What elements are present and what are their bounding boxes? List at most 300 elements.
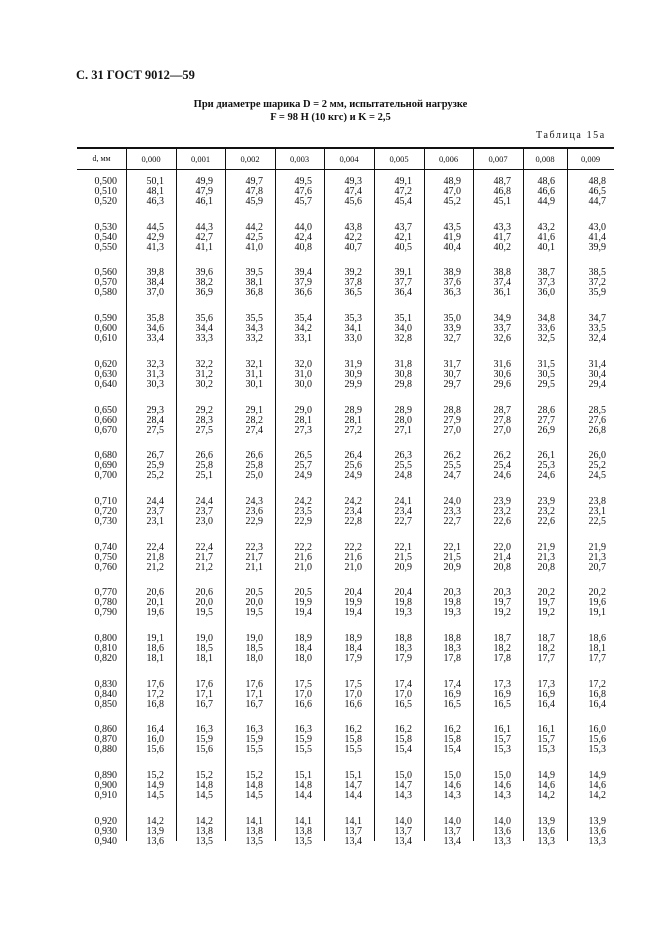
hardness-cell: 15,2 xyxy=(245,770,263,782)
hardness-cell: 20,5 xyxy=(294,587,312,599)
hardness-cell: 15,9 xyxy=(195,734,213,746)
table-row xyxy=(77,426,614,436)
hardness-cell: 30,3 xyxy=(146,378,164,390)
hardness-cell: 42,2 xyxy=(344,231,362,243)
hardness-cell: 24,9 xyxy=(344,470,362,482)
hardness-cell: 36,3 xyxy=(443,287,461,299)
hardness-cell: 14,6 xyxy=(493,780,511,792)
hardness-cell: 16,3 xyxy=(294,724,312,736)
hardness-cell: 20,8 xyxy=(537,561,555,573)
hardness-cell: 30,8 xyxy=(394,368,412,380)
hardness-cell: 13,8 xyxy=(195,825,213,837)
hardness-cell: 33,9 xyxy=(443,323,461,335)
hardness-cell: 19,3 xyxy=(443,607,461,619)
hardness-cell: 24,4 xyxy=(195,495,213,507)
header-column: 0,006 xyxy=(438,154,459,164)
diameter-cell: 0,640 xyxy=(94,378,117,390)
hardness-cell: 17,6 xyxy=(195,678,213,690)
hardness-cell: 19,2 xyxy=(493,607,511,619)
hardness-cell: 36,4 xyxy=(394,287,412,299)
hardness-cell: 26,6 xyxy=(245,450,263,462)
hardness-cell: 15,1 xyxy=(344,770,362,782)
hardness-cell: 25,8 xyxy=(245,460,263,472)
hardness-cell: 31,6 xyxy=(493,358,511,370)
hardness-cell: 30,4 xyxy=(588,368,606,380)
hardness-cell: 35,9 xyxy=(588,287,606,299)
hardness-cell: 22,1 xyxy=(394,541,412,553)
table-row xyxy=(77,406,614,416)
hardness-cell: 38,2 xyxy=(195,277,213,289)
hardness-cell: 18,1 xyxy=(195,653,213,664)
diameter-cell: 0,590 xyxy=(94,313,117,325)
hardness-cell: 40,5 xyxy=(394,241,412,253)
hardness-cell: 16,2 xyxy=(443,724,461,736)
hardness-cell: 48,9 xyxy=(443,176,461,187)
hardness-cell: 46,8 xyxy=(493,186,511,197)
hardness-cell: 44,7 xyxy=(588,196,606,207)
hardness-cell: 19,9 xyxy=(344,597,362,609)
hardness-cell: 16,3 xyxy=(195,724,213,736)
hardness-cell: 15,1 xyxy=(294,770,312,782)
hardness-cell: 18,7 xyxy=(493,633,511,644)
hardness-cell: 13,3 xyxy=(588,835,606,847)
hardness-cell: 13,4 xyxy=(394,835,412,847)
hardness-cell: 35,1 xyxy=(394,313,412,325)
hardness-cell: 42,4 xyxy=(294,231,312,243)
hardness-cell: 22,0 xyxy=(493,541,511,553)
diameter-cell: 0,620 xyxy=(94,358,117,370)
hardness-cell: 24,1 xyxy=(394,495,412,507)
diameter-cell: 0,920 xyxy=(94,815,117,827)
hardness-cell: 14,8 xyxy=(245,780,263,792)
hardness-cell: 20,1 xyxy=(146,597,164,609)
hardness-cell: 22,2 xyxy=(344,541,362,553)
table-row xyxy=(77,837,614,847)
hardness-cell: 14,2 xyxy=(588,790,606,802)
hardness-cell: 26,8 xyxy=(588,424,606,436)
hardness-cell: 19,1 xyxy=(588,607,606,619)
hardness-cell: 48,1 xyxy=(146,186,164,197)
hardness-cell: 29,8 xyxy=(394,378,412,390)
hardness-cell: 36,9 xyxy=(195,287,213,299)
hardness-cell: 17,0 xyxy=(294,688,312,700)
hardness-cell: 40,4 xyxy=(443,241,461,253)
hardness-cell: 37,2 xyxy=(588,277,606,289)
hardness-cell: 20,0 xyxy=(245,597,263,609)
row-group xyxy=(77,725,614,755)
hardness-cell: 38,5 xyxy=(588,267,606,279)
hardness-cell: 41,3 xyxy=(146,241,164,253)
hardness-cell: 35,4 xyxy=(294,313,312,325)
table-row xyxy=(77,197,614,207)
hardness-cell: 18,7 xyxy=(537,633,555,644)
hardness-cell: 18,4 xyxy=(344,643,362,654)
hardness-cell: 16,9 xyxy=(537,688,555,700)
hardness-table xyxy=(77,147,614,847)
hardness-cell: 44,5 xyxy=(146,221,164,233)
hardness-cell: 20,2 xyxy=(588,587,606,599)
hardness-cell: 28,0 xyxy=(394,414,412,426)
hardness-cell: 21,3 xyxy=(537,551,555,563)
hardness-cell: 21,2 xyxy=(195,561,213,573)
hardness-cell: 45,2 xyxy=(443,196,461,207)
hardness-cell: 23,4 xyxy=(344,505,362,517)
hardness-cell: 23,3 xyxy=(443,505,461,517)
hardness-cell: 24,6 xyxy=(493,470,511,482)
hardness-cell: 34,9 xyxy=(493,313,511,325)
hardness-cell: 41,6 xyxy=(537,231,555,243)
hardness-cell: 16,0 xyxy=(588,724,606,736)
hardness-cell: 40,8 xyxy=(294,241,312,253)
hardness-cell: 14,4 xyxy=(344,790,362,802)
row-group xyxy=(77,634,614,664)
hardness-cell: 14,9 xyxy=(588,770,606,782)
hardness-cell: 16,7 xyxy=(195,698,213,710)
hardness-cell: 21,9 xyxy=(537,541,555,553)
hardness-cell: 44,9 xyxy=(537,196,555,207)
hardness-cell: 28,9 xyxy=(344,404,362,416)
hardness-cell: 13,6 xyxy=(493,825,511,837)
hardness-cell: 41,4 xyxy=(588,231,606,243)
hardness-cell: 30,5 xyxy=(537,368,555,380)
hardness-cell: 13,8 xyxy=(294,825,312,837)
hardness-cell: 15,4 xyxy=(443,744,461,756)
hardness-cell: 40,7 xyxy=(344,241,362,253)
hardness-cell: 14,1 xyxy=(245,815,263,827)
hardness-cell: 16,4 xyxy=(588,698,606,710)
hardness-cell: 36,8 xyxy=(245,287,263,299)
hardness-cell: 41,0 xyxy=(245,241,263,253)
hardness-cell: 28,9 xyxy=(394,404,412,416)
hardness-cell: 32,0 xyxy=(294,358,312,370)
hardness-cell: 21,0 xyxy=(344,561,362,573)
hardness-cell: 17,8 xyxy=(443,653,461,664)
hardness-cell: 18,5 xyxy=(195,643,213,654)
hardness-cell: 34,2 xyxy=(294,323,312,335)
hardness-cell: 21,0 xyxy=(294,561,312,573)
hardness-cell: 42,7 xyxy=(195,231,213,243)
hardness-cell: 15,5 xyxy=(294,744,312,756)
hardness-cell: 13,5 xyxy=(195,835,213,847)
hardness-cell: 49,3 xyxy=(344,176,362,187)
hardness-cell: 26,2 xyxy=(443,450,461,462)
hardness-cell: 22,7 xyxy=(394,515,412,527)
hardness-cell: 34,3 xyxy=(245,323,263,335)
diameter-cell: 0,770 xyxy=(94,587,117,599)
hardness-cell: 40,1 xyxy=(537,241,555,253)
hardness-cell: 21,6 xyxy=(344,551,362,563)
hardness-cell: 48,6 xyxy=(537,176,555,187)
hardness-cell: 25,2 xyxy=(588,460,606,472)
header-column: 0,003 xyxy=(289,154,310,164)
hardness-cell: 17,6 xyxy=(146,678,164,690)
hardness-cell: 22,4 xyxy=(146,541,164,553)
diameter-cell: 0,660 xyxy=(94,414,117,426)
hardness-cell: 36,5 xyxy=(344,287,362,299)
hardness-cell: 33,3 xyxy=(195,333,213,345)
hardness-cell: 17,4 xyxy=(394,678,412,690)
hardness-cell: 16,6 xyxy=(294,698,312,710)
hardness-cell: 23,4 xyxy=(394,505,412,517)
table-row xyxy=(77,416,614,426)
hardness-cell: 13,8 xyxy=(245,825,263,837)
hardness-cell: 36,0 xyxy=(537,287,555,299)
hardness-cell: 26,4 xyxy=(344,450,362,462)
hardness-cell: 21,5 xyxy=(394,551,412,563)
table-row xyxy=(77,380,614,390)
hardness-cell: 17,2 xyxy=(146,688,164,700)
hardness-cell: 15,9 xyxy=(245,734,263,746)
hardness-cell: 19,7 xyxy=(537,597,555,609)
hardness-cell: 39,6 xyxy=(195,267,213,279)
hardness-cell: 32,8 xyxy=(394,333,412,345)
hardness-cell: 39,8 xyxy=(146,267,164,279)
hardness-cell: 30,9 xyxy=(344,368,362,380)
diameter-cell: 0,890 xyxy=(94,770,117,782)
hardness-cell: 21,8 xyxy=(146,551,164,563)
hardness-cell: 25,4 xyxy=(493,460,511,472)
hardness-cell: 19,8 xyxy=(443,597,461,609)
hardness-cell: 23,1 xyxy=(146,515,164,527)
hardness-cell: 49,5 xyxy=(294,176,312,187)
hardness-cell: 35,0 xyxy=(443,313,461,325)
hardness-cell: 18,8 xyxy=(443,633,461,644)
diameter-cell: 0,860 xyxy=(94,724,117,736)
header-column: 0,001 xyxy=(190,154,211,164)
hardness-cell: 15,8 xyxy=(443,734,461,746)
diameter-cell: 0,780 xyxy=(94,597,117,609)
hardness-cell: 14,8 xyxy=(294,780,312,792)
diameter-cell: 0,690 xyxy=(94,460,117,472)
hardness-cell: 37,9 xyxy=(294,277,312,289)
hardness-cell: 41,9 xyxy=(443,231,461,243)
table-row xyxy=(77,654,614,664)
hardness-cell: 14,5 xyxy=(146,790,164,802)
diameter-cell: 0,870 xyxy=(94,734,117,746)
hardness-cell: 13,5 xyxy=(245,835,263,847)
hardness-cell: 19,4 xyxy=(344,607,362,619)
diameter-cell: 0,650 xyxy=(94,404,117,416)
hardness-cell: 18,3 xyxy=(443,643,461,654)
diameter-cell: 0,810 xyxy=(94,643,117,654)
diameter-cell: 0,570 xyxy=(94,277,117,289)
hardness-cell: 30,2 xyxy=(195,378,213,390)
hardness-cell: 22,7 xyxy=(443,515,461,527)
hardness-cell: 25,9 xyxy=(146,460,164,472)
header-column: 0,002 xyxy=(240,154,260,164)
hardness-cell: 19,0 xyxy=(195,633,213,644)
diameter-cell: 0,720 xyxy=(94,505,117,517)
hardness-cell: 21,4 xyxy=(493,551,511,563)
hardness-cell: 19,5 xyxy=(195,607,213,619)
diameter-cell: 0,610 xyxy=(94,333,117,345)
hardness-cell: 49,1 xyxy=(394,176,412,187)
table-row xyxy=(77,608,614,618)
row-group xyxy=(77,268,614,298)
hardness-cell: 29,1 xyxy=(245,404,263,416)
hardness-cell: 14,2 xyxy=(195,815,213,827)
hardness-cell: 28,7 xyxy=(493,404,511,416)
hardness-cell: 36,6 xyxy=(294,287,312,299)
hardness-cell: 22,1 xyxy=(443,541,461,553)
hardness-cell: 27,3 xyxy=(294,424,312,436)
hardness-cell: 45,1 xyxy=(493,196,511,207)
hardness-cell: 14,0 xyxy=(443,815,461,827)
hardness-cell: 36,1 xyxy=(493,287,511,299)
hardness-cell: 18,4 xyxy=(294,643,312,654)
hardness-cell: 17,1 xyxy=(245,688,263,700)
hardness-cell: 18,3 xyxy=(394,643,412,654)
hardness-cell: 26,7 xyxy=(146,450,164,462)
hardness-cell: 22,9 xyxy=(294,515,312,527)
header-column: 0,000 xyxy=(141,154,161,164)
hardness-cell: 24,4 xyxy=(146,495,164,507)
hardness-cell: 14,3 xyxy=(443,790,461,802)
hardness-cell: 15,5 xyxy=(344,744,362,756)
hardness-cell: 19,1 xyxy=(146,633,164,644)
hardness-cell: 38,9 xyxy=(443,267,461,279)
hardness-cell: 43,7 xyxy=(394,221,412,233)
hardness-cell: 23,9 xyxy=(537,495,555,507)
row-group xyxy=(77,588,614,618)
hardness-cell: 14,3 xyxy=(493,790,511,802)
hardness-cell: 18,1 xyxy=(146,653,164,664)
hardness-cell: 20,5 xyxy=(245,587,263,599)
table-row xyxy=(77,700,614,710)
hardness-cell: 14,0 xyxy=(394,815,412,827)
hardness-cell: 14,1 xyxy=(344,815,362,827)
diameter-cell: 0,530 xyxy=(94,221,117,233)
diameter-cell: 0,700 xyxy=(94,470,117,482)
hardness-cell: 14,9 xyxy=(146,780,164,792)
hardness-cell: 33,5 xyxy=(588,323,606,335)
hardness-cell: 28,2 xyxy=(245,414,263,426)
hardness-cell: 25,5 xyxy=(443,460,461,472)
hardness-cell: 14,7 xyxy=(344,780,362,792)
hardness-cell: 30,1 xyxy=(245,378,263,390)
hardness-cell: 32,6 xyxy=(493,333,511,345)
hardness-cell: 14,3 xyxy=(394,790,412,802)
hardness-cell: 30,7 xyxy=(443,368,461,380)
hardness-cell: 20,7 xyxy=(588,561,606,573)
hardness-cell: 23,7 xyxy=(195,505,213,517)
hardness-cell: 28,3 xyxy=(195,414,213,426)
hardness-cell: 34,0 xyxy=(394,323,412,335)
diameter-cell: 0,800 xyxy=(94,633,117,644)
hardness-cell: 28,8 xyxy=(443,404,461,416)
hardness-cell: 28,6 xyxy=(537,404,555,416)
hardness-cell: 44,0 xyxy=(294,221,312,233)
hardness-cell: 47,4 xyxy=(344,186,362,197)
hardness-cell: 26,2 xyxy=(493,450,511,462)
hardness-cell: 20,9 xyxy=(394,561,412,573)
hardness-cell: 14,6 xyxy=(588,780,606,792)
hardness-cell: 15,2 xyxy=(195,770,213,782)
hardness-cell: 17,3 xyxy=(537,678,555,690)
hardness-cell: 31,1 xyxy=(245,368,263,380)
hardness-cell: 27,7 xyxy=(537,414,555,426)
row-group xyxy=(77,497,614,527)
hardness-cell: 23,2 xyxy=(493,505,511,517)
hardness-cell: 34,6 xyxy=(146,323,164,335)
hardness-cell: 21,3 xyxy=(588,551,606,563)
hardness-cell: 15,6 xyxy=(195,744,213,756)
hardness-cell: 22,8 xyxy=(344,515,362,527)
table-caption-line-2: F = 98 Н (10 кгс) и K = 2,5 xyxy=(270,112,391,123)
hardness-cell: 23,9 xyxy=(493,495,511,507)
diameter-cell: 0,580 xyxy=(94,287,117,299)
hardness-cell: 25,6 xyxy=(344,460,362,472)
hardness-cell: 27,5 xyxy=(146,424,164,436)
hardness-cell: 35,3 xyxy=(344,313,362,325)
hardness-cell: 18,2 xyxy=(493,643,511,654)
hardness-cell: 15,8 xyxy=(394,734,412,746)
hardness-cell: 22,6 xyxy=(493,515,511,527)
table-row xyxy=(77,517,614,527)
hardness-cell: 37,0 xyxy=(146,287,164,299)
hardness-cell: 24,2 xyxy=(344,495,362,507)
hardness-cell: 15,3 xyxy=(588,744,606,756)
hardness-cell: 34,4 xyxy=(195,323,213,335)
hardness-cell: 13,7 xyxy=(394,825,412,837)
hardness-cell: 13,4 xyxy=(344,835,362,847)
row-group xyxy=(77,451,614,481)
hardness-cell: 20,3 xyxy=(443,587,461,599)
hardness-cell: 14,5 xyxy=(245,790,263,802)
header-diameter: d, мм xyxy=(92,154,111,163)
hardness-cell: 27,4 xyxy=(245,424,263,436)
hardness-cell: 13,4 xyxy=(443,835,461,847)
hardness-cell: 22,4 xyxy=(195,541,213,553)
hardness-cell: 43,8 xyxy=(344,221,362,233)
hardness-cell: 18,9 xyxy=(344,633,362,644)
hardness-cell: 42,1 xyxy=(394,231,412,243)
hardness-cell: 17,7 xyxy=(588,653,606,664)
hardness-cell: 29,9 xyxy=(344,378,362,390)
hardness-cell: 24,3 xyxy=(245,495,263,507)
header-column: 0,004 xyxy=(339,154,359,164)
hardness-cell: 14,6 xyxy=(537,780,555,792)
hardness-cell: 24,0 xyxy=(443,495,461,507)
hardness-cell: 43,5 xyxy=(443,221,461,233)
hardness-cell: 41,1 xyxy=(195,241,213,253)
hardness-cell: 29,5 xyxy=(537,378,555,390)
hardness-cell: 18,5 xyxy=(245,643,263,654)
hardness-cell: 19,4 xyxy=(294,607,312,619)
hardness-cell: 15,7 xyxy=(537,734,555,746)
hardness-cell: 35,5 xyxy=(245,313,263,325)
hardness-cell: 16,0 xyxy=(146,734,164,746)
hardness-cell: 20,8 xyxy=(493,561,511,573)
hardness-cell: 14,4 xyxy=(294,790,312,802)
header-column: 0,008 xyxy=(535,154,555,164)
hardness-cell: 23,8 xyxy=(588,495,606,507)
hardness-cell: 32,3 xyxy=(146,358,164,370)
diameter-cell: 0,850 xyxy=(94,698,117,710)
hardness-cell: 19,6 xyxy=(588,597,606,609)
hardness-cell: 21,9 xyxy=(588,541,606,553)
diameter-cell: 0,510 xyxy=(94,186,117,197)
hardness-cell: 13,3 xyxy=(537,835,555,847)
hardness-cell: 29,3 xyxy=(146,404,164,416)
hardness-cell: 25,7 xyxy=(294,460,312,472)
diameter-cell: 0,910 xyxy=(94,790,117,802)
hardness-cell: 15,3 xyxy=(493,744,511,756)
hardness-cell: 45,6 xyxy=(344,196,362,207)
hardness-cell: 21,7 xyxy=(245,551,263,563)
table-row xyxy=(77,288,614,298)
hardness-cell: 15,5 xyxy=(245,744,263,756)
